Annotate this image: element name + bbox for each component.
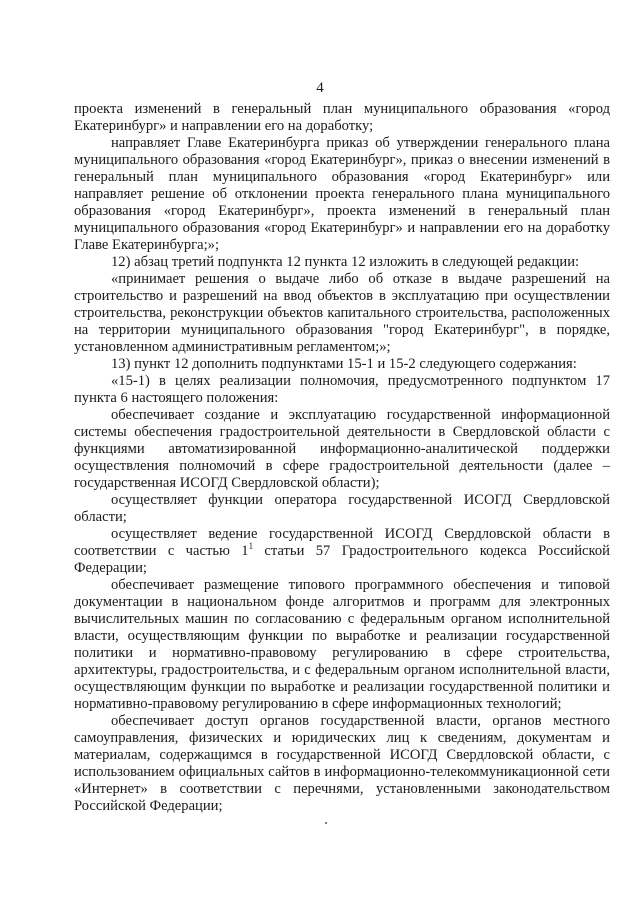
page-number: 4 [316,80,324,96]
paragraph: обеспечивает создание и эксплуатацию государственной информационной системы обеспечения градостроительной деятельности в Свердловской области с функциями автоматизированной информационно-аналитической поддержки осуществления полномочий в сфере градостроительной деятельности (далее – государственная ИСОГД Свердловской области); [74,407,610,491]
paragraph: «принимает решения о выдаче либо об отказе в выдаче разрешений на строительство и разрешений на ввод объектов в эксплуатацию при осуществлении строительства, реконструкции объектов капитального строительства, расположенных на территории муниципального образования "город Екатеринбург", в порядке, установленном административным регламентом;»; [74,271,610,355]
paragraph: проекта изменений в генеральный план муниципального образования «город Екатеринбург» и направлении его на доработку; [74,101,610,134]
document-body [74,101,610,815]
paragraph-text: статьи 57 Градостроительного кодекса Российской Федерации; [74,543,610,576]
paragraph: 13) пункт 12 дополнить подпунктами 15-1 и 15-2 следующего содержания: [111,356,577,372]
paragraph: направляет Главе Екатеринбурга приказ об утверждении генерального плана муниципального образования «город Екатеринбург», приказ о внесении изменений в генеральный план муниципального образования «город Екатеринбург» или направляет решение об отклонении проекта генерального плана муниципального образования «город Екатеринбург», проекта изменений в генеральный план муниципального образования «город Екатеринбург» и направлении его на доработку Главе Екатеринбурга;»; [74,135,610,253]
superscript: 1 [248,541,254,552]
paragraph: обеспечивает доступ органов государственной власти, органов местного самоуправления, физических и юридических лиц к сведениям, документам и материалам, содержащимся в государственной ИСОГД Свердловской области, с использованием официальных сайтов в информационно-телекоммуникационной сети «Интернет» в соответствии с перечнями, установленными законодательством Российской Федерации; [74,713,610,814]
paragraph: «15-1) в целях реализации полномочия, предусмотренного подпунктом 17 пункта 6 настоящего положения: [74,373,610,406]
paragraph: 12) абзац третий подпункта 12 пункта 12 изложить в следующей редакции: [111,254,580,270]
paragraph-text: осуществляет ведение государственной ИСОГД Свердловской области в соответствии с частью 1 [74,526,610,559]
paragraph: осуществляет функции оператора государственной ИСОГД Свердловской области; [74,492,610,525]
scan-dot [325,822,327,824]
paragraph [74,526,610,577]
paragraph: обеспечивает размещение типового программного обеспечения и типовой документации в национальном фонде алгоритмов и программ для электронных вычислительных машин по согласованию с федеральным органом исполнительной власти, осуществляющим функции по выработке и реализации государственной политики и нормативно-правовому регулированию в сфере строительства, архитектуры, градостроительства, и с федеральным органом исполнительной власти, осуществляющим функции по выработке и реализации государственной политики и нормативно-правовому регулированию в сфере информационных технологий; [74,577,610,712]
